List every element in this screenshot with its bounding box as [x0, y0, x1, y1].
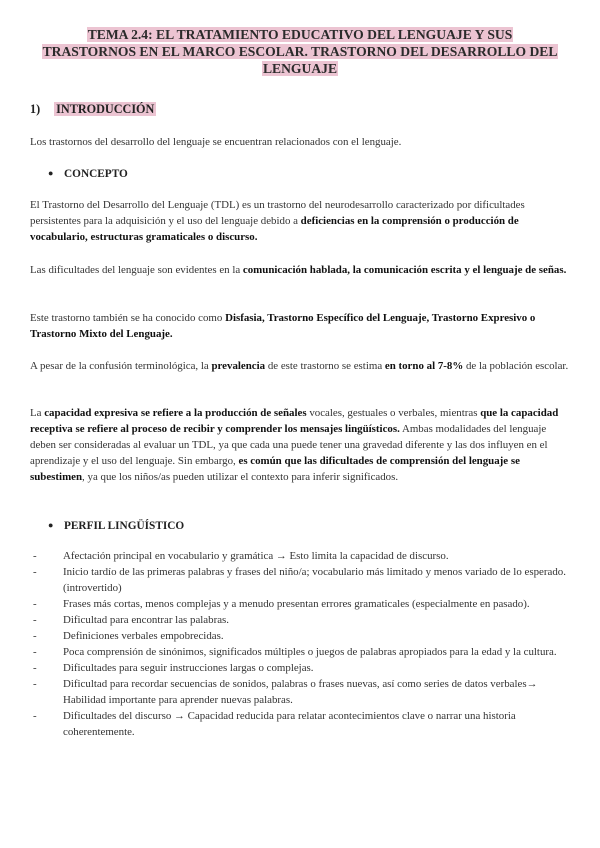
list-item: [30, 612, 570, 628]
bold-run: capacidad expresiva se refiere a la producción de señales: [44, 407, 307, 419]
list-item: [30, 564, 570, 596]
section-heading-introduccion: [30, 101, 156, 117]
concepto-paragraph-1: [30, 197, 570, 245]
concepto-paragraph-4: [30, 358, 570, 374]
intro-paragraph: Los trastornos del desarrollo del lenguaje se encuentran relacionados con el lenguaje.: [30, 136, 402, 148]
section-number: 1): [30, 102, 41, 116]
dash-marker: -: [33, 630, 37, 642]
bold-run: comunicación hablada, la comunicación escrita y el lenguaje de señas.: [242, 264, 567, 276]
section-title: INTRODUCCIÓN: [56, 102, 155, 116]
text-run: Ambas modalidades del lenguaje deben ser consideradas al evaluar un TDL, ya que cada una puede tener una gravedad diferente y las dos influyen en el aprendizaje y el uso del lenguaje. Sin embargo,: [30, 423, 548, 467]
list-item: [30, 708, 570, 740]
dash-marker: -: [33, 710, 37, 722]
dash-marker: -: [33, 598, 37, 610]
dash-marker: -: [33, 678, 37, 690]
subheading-label: CONCEPTO: [64, 168, 128, 180]
concepto-paragraph-5: [30, 405, 570, 485]
bold-run: es común que las dificultades de comprensión del lenguaje se subestimen: [30, 455, 520, 483]
subheading-perfil-linguistico: [48, 517, 184, 534]
title-line-2: TRASTORNOS EN EL MARCO ESCOLAR. TRASTORNO DEL DESARROLLO DEL: [42, 44, 558, 59]
list-item: [30, 628, 570, 644]
dash-marker: -: [33, 646, 37, 658]
text-run: La: [30, 407, 45, 419]
list-item-text: Dificultades para seguir instrucciones largas o complejas.: [63, 662, 314, 674]
list-item-text: Definiciones verbales empobrecidas.: [63, 630, 224, 642]
text-run: El Trastorno del Desarrollo del Lenguaje (TDL) es un trastorno del neurodesarrollo caracterizado por dificultades persistentes para la adquisición y el uso del lenguaje debido a: [30, 199, 525, 227]
concepto-paragraph-2: [30, 262, 570, 278]
text-run: A pesar de la confusión terminológica, la: [30, 360, 212, 372]
bold-run: que la capacidad receptiva se refiere al proceso de recibir y comprender los mensajes lingüísticos.: [30, 407, 559, 435]
list-item-text: Frases más cortas, menos complejas y a menudo presentan errores gramaticales (especialmente en pasado).: [63, 598, 530, 610]
bullet-icon: ●: [48, 520, 54, 530]
subheading-label: PERFIL LINGÜÍSTICO: [64, 520, 185, 532]
text-run: de la población escolar.: [463, 360, 569, 372]
title-line-1: TEMA 2.4: EL TRATAMIENTO EDUCATIVO DEL LENGUAJE Y SUS: [87, 27, 513, 42]
concepto-paragraph-3: [30, 310, 570, 342]
bold-run: prevalencia: [211, 360, 266, 372]
text-run: Este trastorno también se ha conocido como: [30, 312, 226, 324]
list-item: [30, 676, 570, 708]
document-title: [20, 26, 580, 77]
perfil-list: [30, 548, 570, 740]
bold-run: Disfasia, Trastorno Específico del Lenguaje, Trastorno Expresivo o Trastorno Mixto del Lenguaje.: [30, 312, 536, 340]
text-run: , ya que los niños/as pueden utilizar el contexto para inferir significados.: [82, 471, 399, 483]
list-item-text: Inicio tardío de las primeras palabras y frases del niño/a; vocabulario más limitado y menos variado de lo esperado. (introvertido): [63, 566, 566, 594]
text-run: de este trastorno se estima: [265, 360, 385, 372]
dash-marker: -: [33, 566, 37, 578]
bullet-icon: ●: [48, 168, 54, 178]
bold-run: deficiencias en la comprensión o producción de vocabulario, estructuras gramaticales o discurso.: [30, 215, 519, 243]
dash-marker: -: [33, 614, 37, 626]
text-run: vocales, gestuales o verbales, mientras: [306, 407, 481, 419]
dash-marker: -: [33, 662, 37, 674]
dash-marker: -: [33, 550, 37, 562]
list-item: [30, 548, 570, 564]
title-line-3: LENGUAJE: [262, 61, 338, 76]
list-item: [30, 660, 570, 676]
list-item: [30, 596, 570, 612]
list-item-text: Dificultad para encontrar las palabras.: [63, 614, 230, 626]
subheading-concepto: [48, 165, 128, 182]
list-item-text: Dificultades del discurso → Capacidad reducida para relatar acontecimientos clave o narrar una historia coherentemente.: [63, 710, 516, 738]
list-item-text: Poca comprensión de sinónimos, significados múltiples o juegos de palabras apropiados para la edad y la cultura.: [63, 646, 557, 658]
bold-run: en torno al 7-8%: [384, 360, 464, 372]
text-run: Las dificultades del lenguaje son evidentes en la: [30, 264, 243, 276]
list-item-text: Afectación principal en vocabulario y gramática → Esto limita la capacidad de discurso.: [63, 550, 449, 562]
list-item: [30, 644, 570, 660]
list-item-text: Dificultad para recordar secuencias de sonidos, palabras o frases nuevas, así como series de datos verbales→ Habilidad importante para aprender nuevas palabras.: [63, 678, 538, 706]
